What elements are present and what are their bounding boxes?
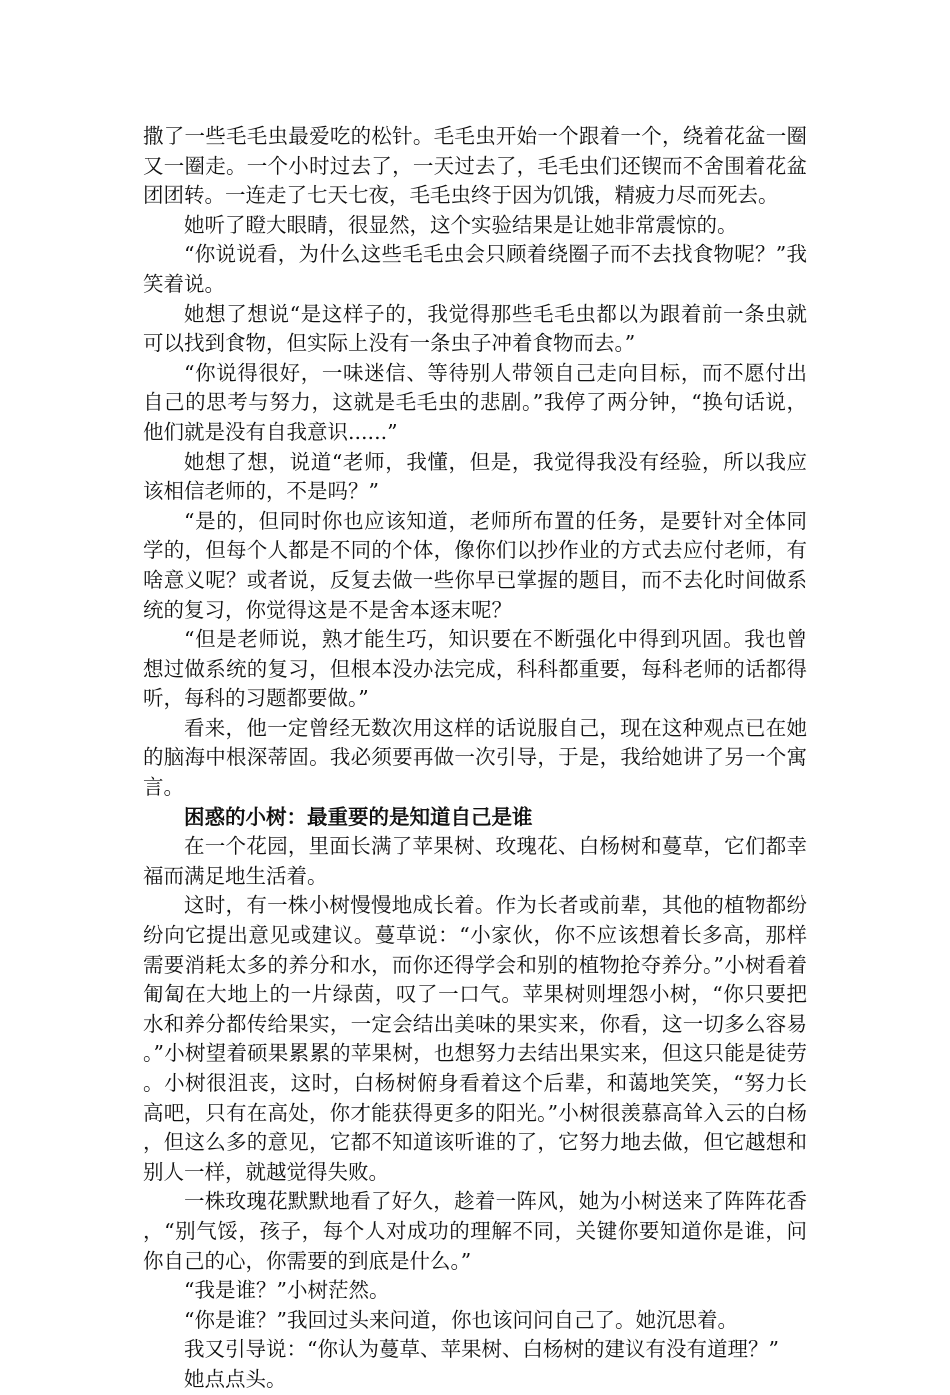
paragraph: 在一个花园，里面长满了苹果树、玫瑰花、白杨树和蔓草，它们都幸福而满足地生活着。 <box>143 834 807 888</box>
paragraph: 她听了瞪大眼睛，很显然，这个实验结果是让她非常震惊的。 <box>184 212 738 237</box>
paragraph: 一株玫瑰花默默地看了好久，趁着一阵风，她为小树送来了阵阵花香，“别气馁，孩子，每个人对成功的理解不同，关键你要知道你是谁，问你自己的心，你需要的到底是什么。” <box>143 1189 807 1273</box>
paragraph: “但是老师说，熟才能生巧，知识要在不断强化中得到巩固。我也曾想过做系统的复习，但根本没办法完成，科科都重要，每科老师的话都得听，每科的习题都要做。” <box>143 627 807 711</box>
paragraph: 这时，有一株小树慢慢地成长着。作为长者或前辈，其他的植物都纷纷向它提出意见或建议。蔓草说：“小家伙，你不应该想着长多高，那样需要消耗太多的养分和水，而你还得学会和别的植物抢夺养分。”小树看着匍匐在大地上的一片绿茵，叹了一口气。苹果树则埋怨小树，“你只要把水和养分都传给果实，一定会结出美味的果实来，你看，这一切多么容易。”小树望着硕果累累的苹果树，也想努力去结出果实来，但这只能是徒劳。小树很沮丧，这时，白杨树俯身看着这个后辈，和蔼地笑笑，“努力长高吧，只有在高处，你才能获得更多的阳光。”小树很羡慕高耸入云的白杨，但这么多的意见，它都不知道该听谁的了，它努力地去做，但它越想和别人一样，就越觉得失败。 <box>143 893 807 1184</box>
section-heading: 困惑的小树：最重要的是知道自己是谁 <box>184 804 533 829</box>
paragraph: “是的，但同时你也应该知道，老师所布置的任务，是要针对全体同学的，但每个人都是不同的个体，像你们以抄作业的方式去应付老师，有啥意义呢？或者说，反复去做一些你早已掌握的题目，而不去化时间做系统的复习，你觉得这是不是舍本逐末呢？ <box>143 508 807 622</box>
paragraph: 她想了想说“是这样子的，我觉得那些毛毛虫都以为跟着前一条虫就可以找到食物，但实际上没有一条虫子冲着食物而去。” <box>143 301 807 356</box>
paragraph: “你是谁？”我回过头来问道，你也该问问自己了。她沉思着。 <box>184 1307 738 1332</box>
paragraph-continuation: 撒了一些毛毛虫最爱吃的松针。毛毛虫开始一个跟着一个，绕着花盆一圈又一圈走。一个小时过去了，一天过去了，毛毛虫们还锲而不舍围着花盆团团转。一连走了七天七夜，毛毛虫终于因为饥饿，精疲力尽而死去。 <box>143 124 807 208</box>
paragraph: 她点点头。 <box>184 1366 287 1391</box>
paragraph: 她想了想，说道“老师，我懂，但是，我觉得我没有经验，所以我应该相信老师的，不是吗？” <box>143 449 807 504</box>
paragraph: 看来，他一定曾经无数次用这样的话说服自己，现在这种观点已在她的脑海中根深蒂固。我必须要再做一次引导，于是，我给她讲了另一个寓言。 <box>143 715 807 800</box>
paragraph: “你说说看，为什么这些毛毛虫会只顾着绕圈子而不去找食物呢？”我笑着说。 <box>143 242 807 296</box>
document-body <box>143 122 807 1395</box>
paragraph: “我是谁？”小树茫然。 <box>184 1278 390 1303</box>
paragraph: “你说得很好，一味迷信、等待别人带领自己走向目标，而不愿付出自己的思考与努力，这就是毛毛虫的悲剧。”我停了两分钟，“换句话说，他们就是没有自我意识......” <box>143 360 807 444</box>
paragraph: 我又引导说：“你认为蔓草、苹果树、白杨树的建议有没有道理？” <box>184 1337 779 1362</box>
